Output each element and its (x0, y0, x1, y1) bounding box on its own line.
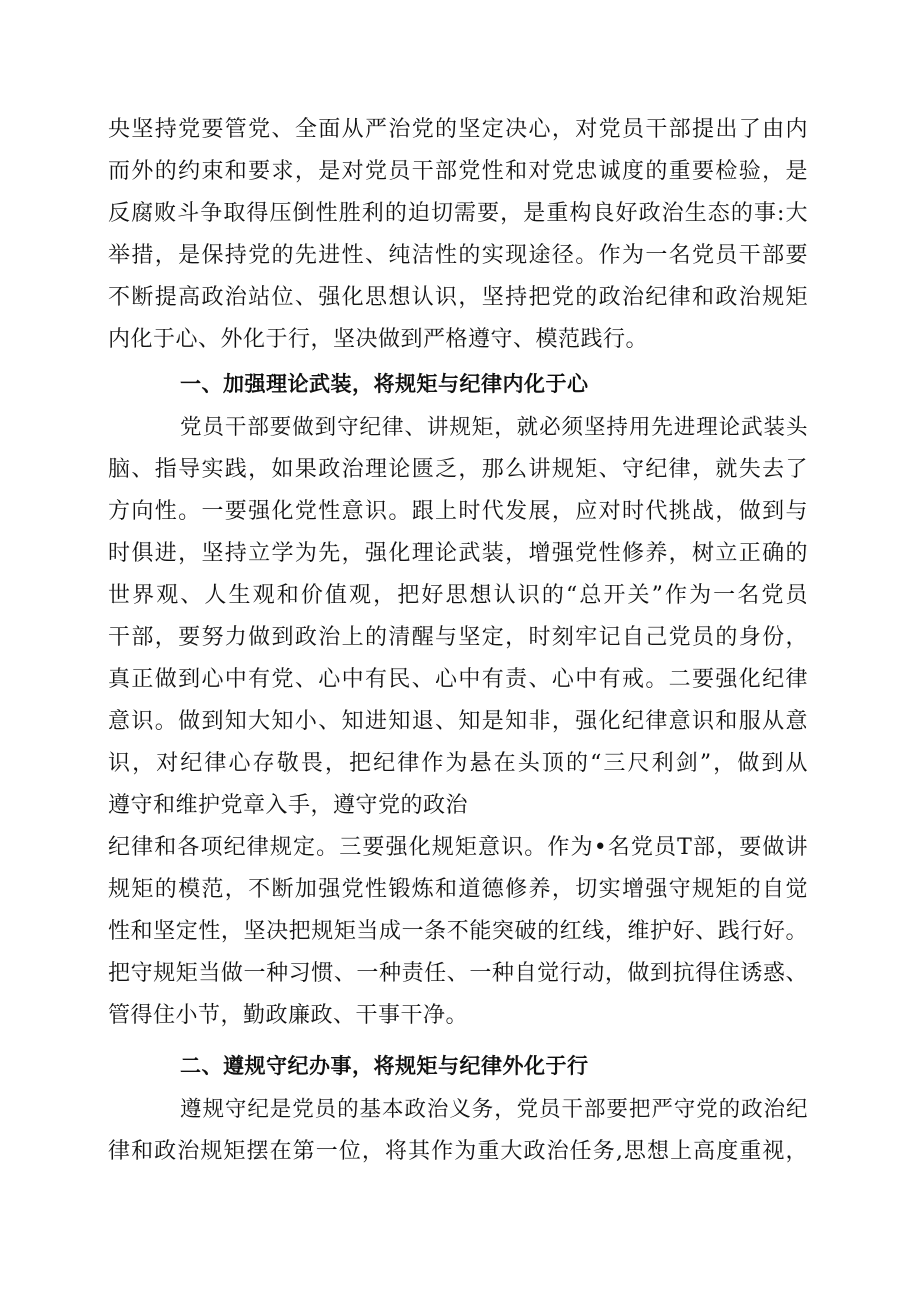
section-1-line-14: 把守规矩当做一种习惯、一种责任、一种自觉行动，做到抗得住诱惑、 (108, 961, 808, 986)
section-1-line-5: 世界观、人生观和价值观，把好思想认识的“总开关”作为一名党员 (108, 583, 808, 608)
intro-line-3: 反腐败斗争取得压倒性胜利的迫切需要，是重构良好政治生态的事:大 (108, 201, 808, 226)
section-1-line-8: 意识。做到知大知小、知进知退、知是知非，强化纪律意识和服从意 (108, 709, 808, 734)
section-2-heading: 二、遵规守纪办事，将规矩与纪律外化于行 (180, 1054, 589, 1078)
section-1-line-10: 遵守和维护党章入手，遵守党的政治 (108, 793, 469, 818)
section-1-line-13: 性和坚定性，坚决把规矩当成一条不能突破的红线，维护好、践行好。 (108, 919, 808, 944)
intro-line-6: 内化于心、外化于行，坚决做到严格遵守、模范践行。 (108, 327, 649, 352)
section-1-line-9: 识，对纪律心存敬畏，把纪律作为悬在头顶的“三尺利剑”，做到从 (108, 751, 808, 776)
section-2-line-2: 律和政治规矩摆在第一位，将其作为重大政治任务,思想上高度重视， (108, 1139, 808, 1164)
section-1-line-15: 管得住小节，勤政廉政、干事干净。 (108, 1003, 469, 1028)
intro-line-4: 举措，是保持党的先进性、纯洁性的实现途径。作为一名党员干部要 (108, 243, 808, 268)
section-1-line-2: 脑、指导实践，如果政治理论匮乏，那么讲规矩、守纪律，就失去了 (108, 457, 808, 482)
section-1-line-12: 规矩的模范，不断加强党性锻炼和道德修养，切实增强守规矩的自觉 (108, 877, 808, 902)
section-1-heading: 一、加强理论武装，将规矩与纪律内化于心 (180, 372, 589, 396)
section-1-line-7: 真正做到心中有党、心中有民、心中有责、心中有戒。二要强化纪律 (108, 667, 808, 692)
section-2-line-1: 遵规守纪是党员的基本政治义务，党员干部要把严守党的政治纪 (180, 1097, 808, 1122)
section-1-line-6: 干部，要努力做到政治上的清醒与坚定，时刻牢记自己党员的身份， (108, 625, 808, 650)
section-1-line-4: 时俱进，坚持立学为先，强化理论武装，增强党性修养，树立正确的 (108, 541, 808, 566)
section-1-line-1: 党员干部要做到守纪律、讲规矩，就必须坚持用先进理论武装头 (180, 415, 808, 440)
section-1-line-11: 纪律和各项纪律规定。三要强化规矩意识。作为•名党员T部，要做讲 (108, 835, 808, 860)
section-1-line-3: 方向性。一要强化党性意识。跟上时代发展，应对时代挑战，做到与 (108, 499, 808, 524)
intro-line-1: 央坚持党要管党、全面从严治党的坚定决心，对党员干部提出了由内 (108, 117, 808, 142)
intro-line-5: 不断提高政治站位、强化思想认识，坚持把党的政治纪律和政治规矩 (108, 285, 808, 310)
intro-line-2: 而外的约束和要求，是对党员干部党性和对党忠诚度的重要检验，是 (108, 159, 808, 184)
